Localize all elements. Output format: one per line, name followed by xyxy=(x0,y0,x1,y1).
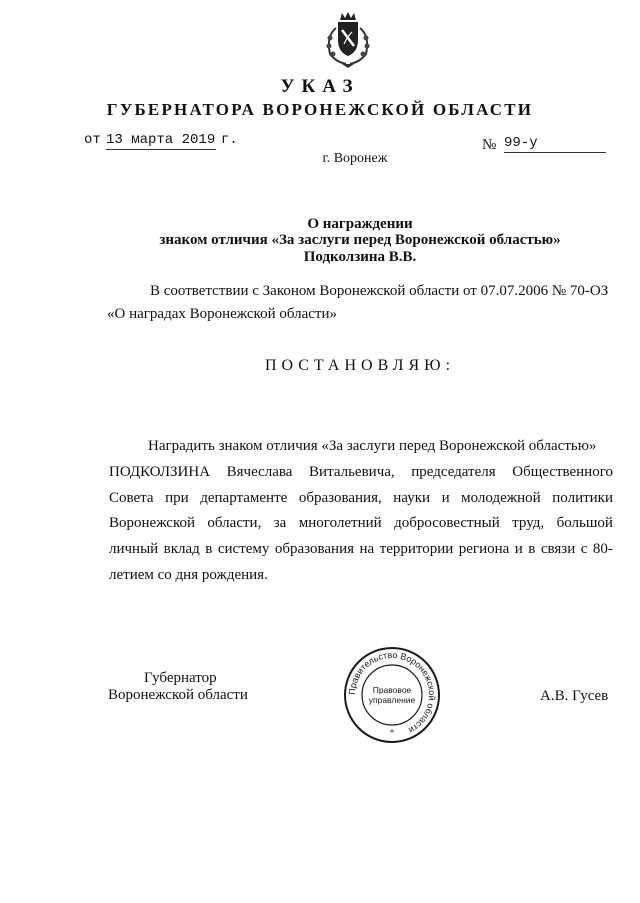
stamp-center-line-2: управление xyxy=(368,695,416,705)
body-word: вклад xyxy=(163,541,200,557)
decree-heading: ПОСТАНОВЛЯЮ: xyxy=(264,357,456,374)
document-title-line-1: О награждении xyxy=(307,216,413,232)
document-title-line-3: Подколзина В.В. xyxy=(303,249,417,265)
body-word: науки xyxy=(393,490,431,506)
body-word: труд, xyxy=(512,515,545,531)
body-word: молодежной xyxy=(461,490,541,506)
signer-title-line-1: Губернатор xyxy=(144,670,217,686)
body-word: ПОДКОЛЗИНА xyxy=(109,464,211,480)
body-word: связи xyxy=(540,541,576,557)
body-word: на xyxy=(359,541,375,557)
issuer-title: ГУБЕРНАТОРА ВОРОНЕЖСКОЙ ОБЛАСТИ xyxy=(106,100,534,119)
body-word: за xyxy=(273,515,287,531)
body-word: департаменте xyxy=(200,490,288,506)
body-word: при xyxy=(165,490,189,506)
body-word: политики xyxy=(552,490,613,506)
body-line-1: Наградить знаком отличия «За заслуги перед Воронежской областью» xyxy=(148,438,597,454)
body-word: Витальевича, xyxy=(309,464,395,480)
signer-title-line-2: Воронежской области xyxy=(108,687,248,703)
body-word: с xyxy=(580,541,588,557)
coat-of-arms-icon xyxy=(320,10,376,72)
body-word: региона xyxy=(458,541,510,557)
body-word: Воронежской xyxy=(109,515,195,531)
body-line-6: летием со дня рождения. xyxy=(109,567,268,583)
body-line-3 xyxy=(109,490,613,507)
body-word: 80- xyxy=(592,541,613,557)
body-line-4 xyxy=(109,515,613,532)
body-word: Вячеслава xyxy=(226,464,293,480)
date-suffix: г. xyxy=(221,132,238,148)
body-word: добросовестный xyxy=(394,515,500,531)
body-word: Общественного xyxy=(512,464,613,480)
document-number: 99-у xyxy=(504,135,606,153)
document-type: УКАЗ xyxy=(280,76,360,97)
body-line-2 xyxy=(109,464,613,481)
body-word: территории xyxy=(379,541,454,557)
date-prefix: от xyxy=(84,132,101,148)
number-label: № xyxy=(482,137,497,153)
body-word: личный xyxy=(109,541,159,557)
document-title-line-2: знаком отличия «За заслуги перед Воронежской областью» xyxy=(159,232,561,248)
city: г. Воронеж xyxy=(322,151,388,166)
body-word: области, xyxy=(207,515,262,531)
body-word: большой xyxy=(556,515,613,531)
official-stamp xyxy=(342,645,442,745)
body-word: образования, xyxy=(298,490,382,506)
body-word: в xyxy=(205,541,213,557)
body-word: и xyxy=(441,490,450,506)
legal-basis-line-2: «О наградах Воронежской области» xyxy=(107,306,338,322)
body-word: образования xyxy=(274,541,355,557)
signer-name: А.В. Гусев xyxy=(540,688,609,704)
body-word: в xyxy=(528,541,536,557)
body-word: Совета xyxy=(109,490,154,506)
body-word: председателя xyxy=(411,464,496,480)
stamp-ring-text: Правительство Воронежской области xyxy=(346,649,438,736)
body-word: многолетний xyxy=(298,515,382,531)
stamp-center-line-1: Правовое xyxy=(372,685,412,695)
document-date: 13 марта 2019 xyxy=(106,132,216,148)
body-line-5 xyxy=(109,541,613,558)
svg-text:*: * xyxy=(390,728,394,737)
body-word: систему xyxy=(217,541,270,557)
body-word: и xyxy=(514,541,523,557)
legal-basis-line-1: В соответствии с Законом Воронежской области от 07.07.2006 № 70-ОЗ xyxy=(150,283,609,299)
